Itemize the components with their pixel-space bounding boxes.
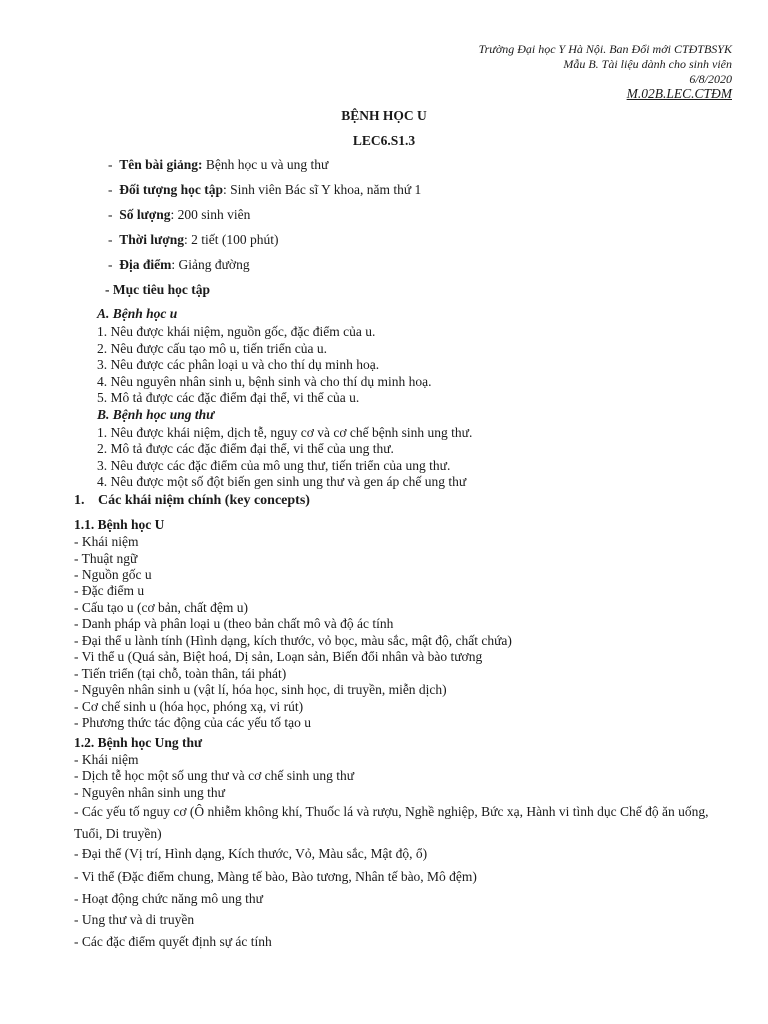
info-label: Địa điểm	[119, 257, 172, 272]
section-heading	[74, 493, 310, 509]
subsection-title: 1.1. Bệnh học U	[74, 517, 165, 532]
info-value: : 200 sinh viên	[170, 207, 251, 222]
info-label: Tên bài giảng:	[119, 157, 203, 172]
info-value: : 2 tiết (100 phút)	[183, 232, 279, 247]
list-item: - Nguyên nhân sinh u (vật lí, hóa học, sinh học, di truyền, miễn dịch)	[74, 682, 447, 697]
list-item: - Vi thể (Đặc điểm chung, Màng tế bào, Bào tương, Nhân tế bào, Mô đệm)	[74, 869, 477, 884]
info-lecture-name: - Tên bài giảng: Bệnh học u và ung thư	[108, 157, 329, 172]
objectives-heading: - Mục tiêu học tập	[105, 282, 210, 297]
info-place: - Địa điểm: Giảng đường	[108, 257, 250, 272]
section-title: Các khái niệm chính (key concepts)	[98, 493, 310, 508]
subsection-title: 1.2. Bệnh học Ung thư	[74, 735, 203, 750]
list-item: - Khái niệm	[74, 534, 139, 549]
list-item: - Khái niệm	[74, 752, 139, 767]
list-item: - Nguồn gốc u	[74, 567, 152, 582]
objective-item: 4. Nêu được một số đột biến gen sinh ung thư và gen áp chế ung thư	[97, 474, 467, 489]
list-item: - Đặc điểm u	[74, 583, 145, 598]
info-duration: - Thời lượng: 2 tiết (100 phút)	[108, 232, 279, 247]
list-item: - Dịch tễ học một số ung thư và cơ chế sinh ung thư	[74, 768, 355, 783]
list-item: - Vi thể u (Quá sản, Biệt hoá, Dị sản, Loạn sản, Biến đổi nhân và bào tương	[74, 649, 483, 664]
list-item: - Các đặc điểm quyết định sự ác tính	[74, 934, 272, 949]
info-count: - Số lượng: 200 sinh viên	[108, 207, 251, 222]
document-code: M.02B.LEC.CTĐM	[626, 86, 732, 101]
list-item: - Danh pháp và phân loại u (theo bản chất mô và độ ác tính	[74, 616, 394, 631]
objective-item: 2. Nêu được cấu tạo mô u, tiến triển của u.	[97, 341, 328, 356]
info-label: Đối tượng học tập	[119, 182, 223, 197]
info-value: : Giảng đường	[171, 257, 250, 272]
objective-item: 2. Mô tả được các đặc điểm đại thể, vi thể của ung thư.	[97, 441, 394, 456]
list-item: - Đại thể (Vị trí, Hình dạng, Kích thước, Vỏ, Màu sắc, Mật độ, ổ)	[74, 846, 428, 861]
list-item: - Các yếu tố nguy cơ (Ô nhiễm không khí, Thuốc lá và rượu, Nghề nghiệp, Bức xạ, Hành vi tình dục Chế độ ăn uống, Tuổi, Di truyền)	[74, 804, 709, 841]
document-date: 6/8/2020	[689, 72, 732, 86]
list-item: - Đại thể u lành tính (Hình dạng, kích thước, vỏ bọc, màu sắc, mật độ, chất chứa)	[74, 633, 512, 648]
template-line: Mẫu B. Tài liệu dành cho sinh viên	[563, 57, 732, 71]
list-item: - Nguyên nhân sinh ung thư	[74, 785, 225, 800]
info-label: Số lượng	[119, 207, 171, 222]
list-item: - Ung thư và di truyền	[74, 912, 195, 927]
list-item: - Hoạt động chức năng mô ung thư	[74, 891, 263, 906]
objective-item: 1. Nêu được khái niệm, nguồn gốc, đặc điểm của u.	[97, 324, 376, 339]
list-item: - Thuật ngữ	[74, 551, 138, 566]
objective-item: 5. Mô tả được các đặc điểm đại thể, vi thể của u.	[97, 390, 360, 405]
objectives-b-title: B. Bệnh học ung thư	[97, 407, 215, 422]
list-item: - Cấu tạo u (cơ bản, chất đệm u)	[74, 600, 248, 615]
objective-item: 1. Nêu được khái niệm, dịch tễ, nguy cơ và cơ chế bệnh sinh ung thư.	[97, 425, 473, 440]
objective-item: 3. Nêu được các phân loại u và cho thí dụ minh hoạ.	[97, 357, 380, 372]
section-number: 1.	[74, 493, 85, 508]
info-audience: - Đối tượng học tập: Sinh viên Bác sĩ Y khoa, năm thứ 1	[108, 182, 422, 197]
page-title: BỆNH HỌC U	[341, 108, 427, 123]
list-item: - Tiến triển (tại chỗ, toàn thân, tái phát)	[74, 666, 287, 681]
lecture-code: LEC6.S1.3	[352, 133, 416, 148]
institution-line: Trường Đại học Y Hà Nội. Ban Đổi mới CTĐTBSYK	[478, 42, 732, 56]
info-value: : Sinh viên Bác sĩ Y khoa, năm thứ 1	[222, 182, 422, 197]
list-item: - Cơ chế sinh u (hóa học, phóng xạ, vi rút)	[74, 699, 304, 714]
objective-item: 3. Nêu được các đặc điểm của mô ung thư, tiến triển của ung thư.	[97, 458, 451, 473]
info-value: Bệnh học u và ung thư	[202, 157, 329, 172]
objective-item: 4. Nêu nguyên nhân sinh u, bệnh sinh và cho thí dụ minh hoạ.	[97, 374, 432, 389]
info-label: Thời lượng	[119, 232, 184, 247]
objectives-a-title: A. Bệnh học u	[97, 306, 178, 321]
list-item: - Phương thức tác động của các yếu tố tạo u	[74, 715, 311, 730]
